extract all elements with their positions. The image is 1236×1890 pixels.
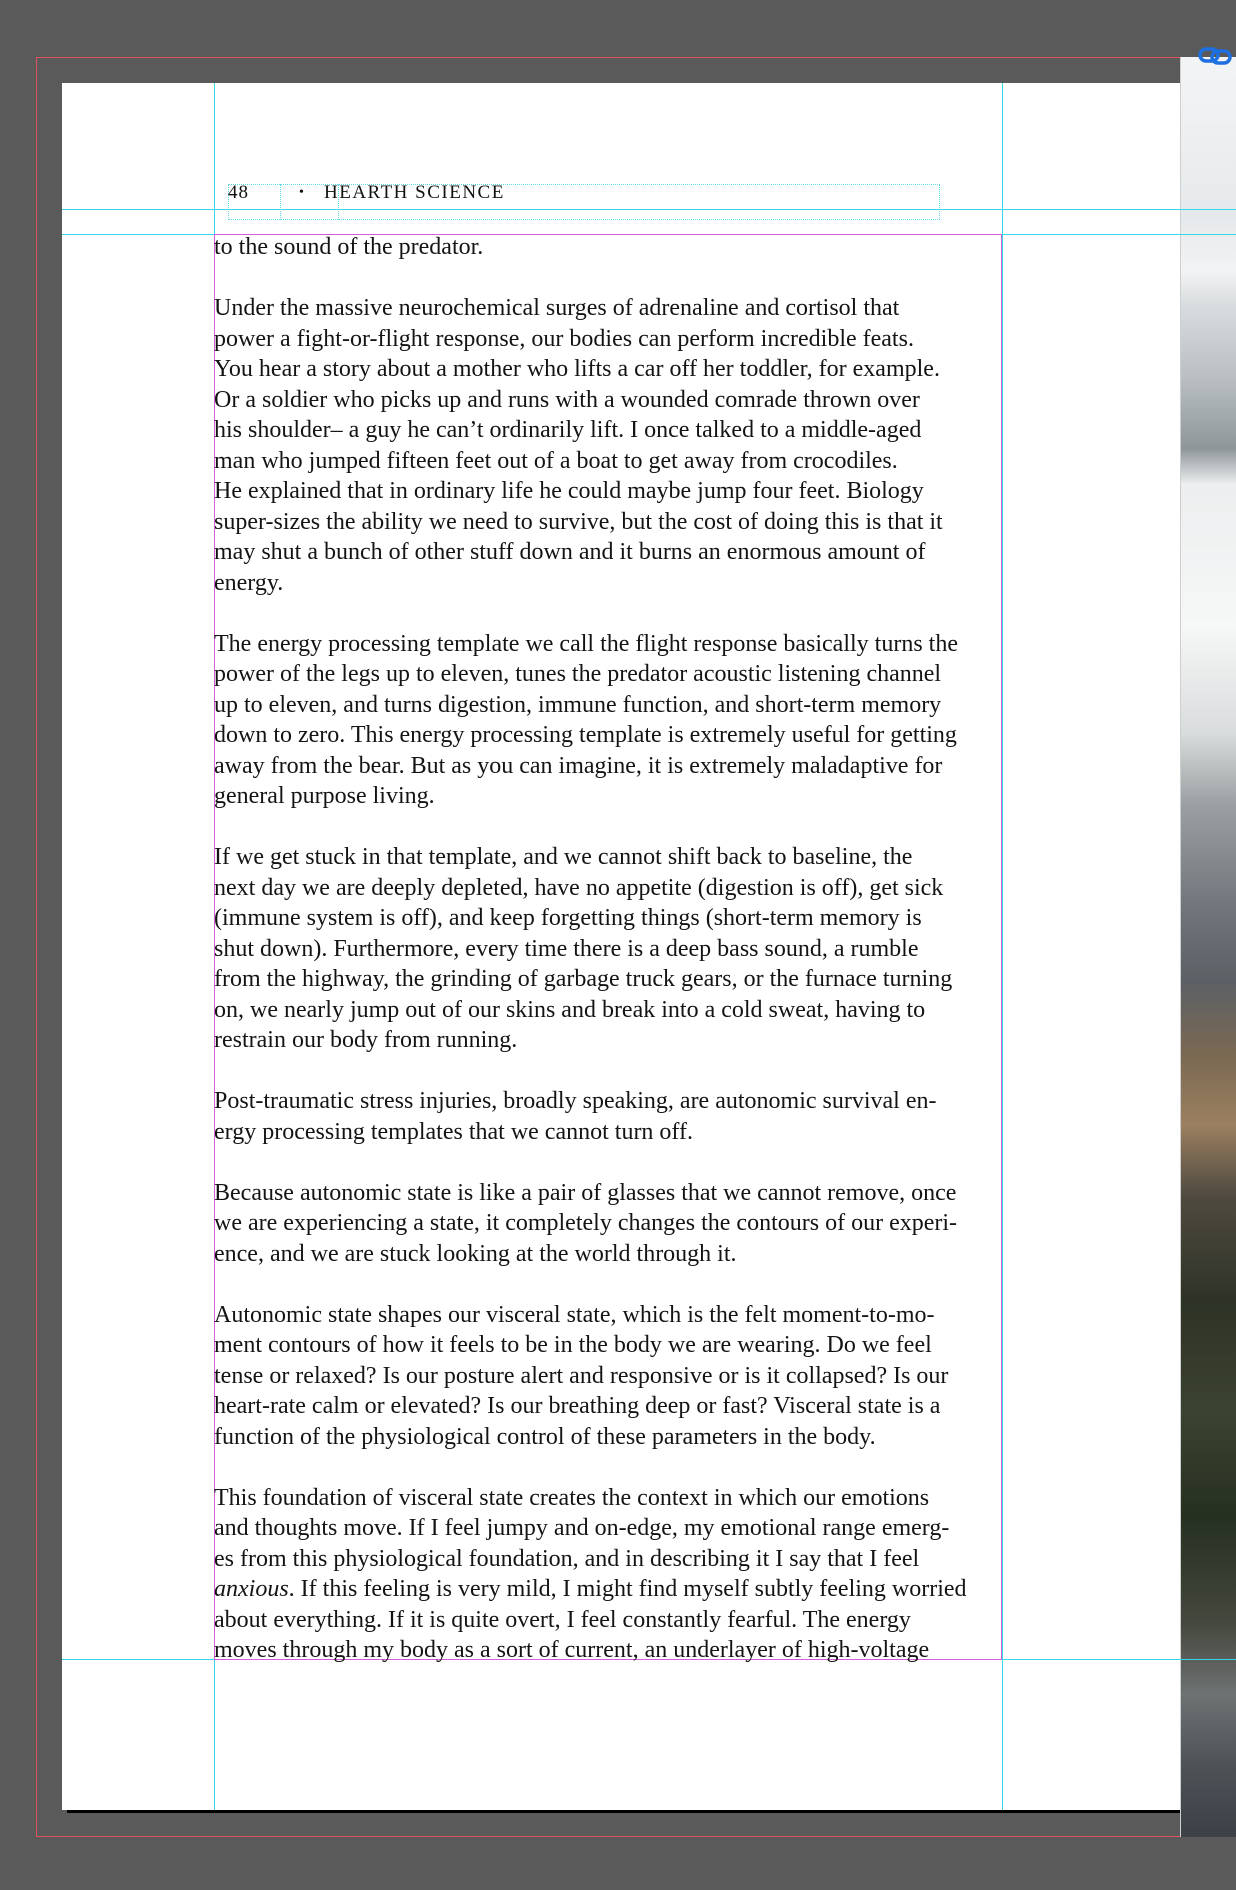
body-paragraph: [214, 1300, 1004, 1453]
text-line: super-sizes the ability we need to survive, but the cost of doing this is that it: [214, 508, 943, 535]
running-head: [228, 178, 505, 208]
text-line: next day we are deeply depleted, have no appetite (digestion is off), get sick: [214, 874, 944, 901]
text-line: energy.: [214, 569, 284, 596]
text-line: his shoulder– a guy he can’t ordinarily lift. I once talked to a middle-aged: [214, 417, 922, 443]
text-line: heart-rate calm or elevated? Is our breathing deep or fast? Visceral state is a: [214, 1393, 941, 1419]
text-line: Or a soldier who picks up and runs with a wounded comrade thrown over: [214, 386, 920, 413]
text-line: power a fight-or-flight response, our bodies can perform incredible feats.: [214, 325, 914, 352]
text-run: . If this feeling is very mild, I might find myself subtly feeling worried: [288, 1576, 967, 1602]
text-line: restrain our body from running.: [214, 1027, 518, 1053]
body-paragraph: [214, 1178, 1004, 1270]
text-line: up to eleven, and turns digestion, immune function, and short-term memory: [214, 691, 942, 718]
page-number: 48: [228, 182, 249, 203]
text-line: function of the physiological control of these parameters in the body.: [214, 1423, 876, 1450]
text-line: general purpose living.: [214, 783, 435, 809]
text-line: to the sound of the predator.: [214, 234, 484, 260]
body-text: [214, 232, 1004, 1666]
text-line: [214, 1574, 1004, 1605]
text-line: from the highway, the grinding of garbage truck gears, or the furnace turning: [214, 966, 953, 992]
text-line: es from this physiological foundation, and in describing it I say that I feel: [214, 1545, 920, 1572]
text-line: power of the legs up to eleven, tunes the predator acoustic listening channel: [214, 661, 942, 687]
text-line: You hear a story about a mother who lifts a car off her toddler, for example.: [214, 356, 940, 382]
text-line: we are experiencing a state, it completely changes the contours of our experi-: [214, 1210, 958, 1236]
running-head-separator: •: [299, 185, 305, 200]
text-line: shut down). Furthermore, every time there is a deep bass sound, a rumble: [214, 935, 919, 962]
body-paragraph: [214, 842, 1004, 1056]
text-line: on, we nearly jump out of our skins and break into a cold sweat, having to: [214, 996, 926, 1023]
text-line: down to zero. This energy processing template is extremely useful for getting: [214, 722, 957, 748]
text-line: about everything. If it is quite overt, I feel constantly fearful. The energy: [214, 1606, 911, 1633]
text-line: away from the bear. But as you can imagine, it is extremely maladaptive for: [214, 752, 943, 779]
link-icon[interactable]: [1198, 44, 1234, 68]
text-line: The energy processing template we call the flight response basically turns the: [214, 630, 958, 657]
body-paragraph: [214, 629, 1004, 812]
text-line: (immune system is off), and keep forgetting things (short-term memory is: [214, 905, 922, 931]
body-paragraph: [214, 293, 1004, 598]
body-paragraph: [214, 232, 1004, 263]
text-line: Post-traumatic stress injuries, broadly speaking, are autonomic survival en-: [214, 1088, 937, 1114]
text-line: tense or relaxed? Is our posture alert and responsive or is it collapsed? Is our: [214, 1362, 949, 1389]
text-line: ment contours of how it feels to be in the body we are wearing. Do we feel: [214, 1332, 932, 1358]
text-line: Under the massive neurochemical surges of adrenaline and cortisol that: [214, 295, 900, 321]
text-line: ergy processing templates that we cannot turn off.: [214, 1118, 693, 1145]
text-line: may shut a bunch of other stuff down and it burns an enormous amount of: [214, 539, 926, 565]
text-line: If we get stuck in that template, and we cannot shift back to baseline, the: [214, 844, 913, 870]
facing-page-photo[interactable]: [1180, 57, 1236, 1837]
text-line: Autonomic state shapes our visceral state, which is the felt moment-to-mo-: [214, 1301, 935, 1328]
text-line: ence, and we are stuck looking at the world through it.: [214, 1240, 737, 1267]
body-paragraph: [214, 1483, 1004, 1666]
text-line: man who jumped fifteen feet out of a boat to get away from crocodiles.: [214, 447, 898, 474]
text-line: He explained that in ordinary life he could maybe jump four feet. Biology: [214, 478, 924, 504]
text-line: and thoughts move. If I feel jumpy and on-edge, my emotional range emerg-: [214, 1515, 950, 1541]
text-line: Because autonomic state is like a pair of glasses that we cannot remove, once: [214, 1179, 957, 1206]
body-paragraph: [214, 1086, 1004, 1147]
section-title: HEARTH SCIENCE: [324, 182, 505, 203]
text-line: This foundation of visceral state creates the context in which our emotions: [214, 1484, 930, 1511]
italic-word: anxious: [214, 1576, 289, 1602]
text-line: moves through my body as a sort of current, an underlayer of high-voltage: [214, 1637, 930, 1663]
